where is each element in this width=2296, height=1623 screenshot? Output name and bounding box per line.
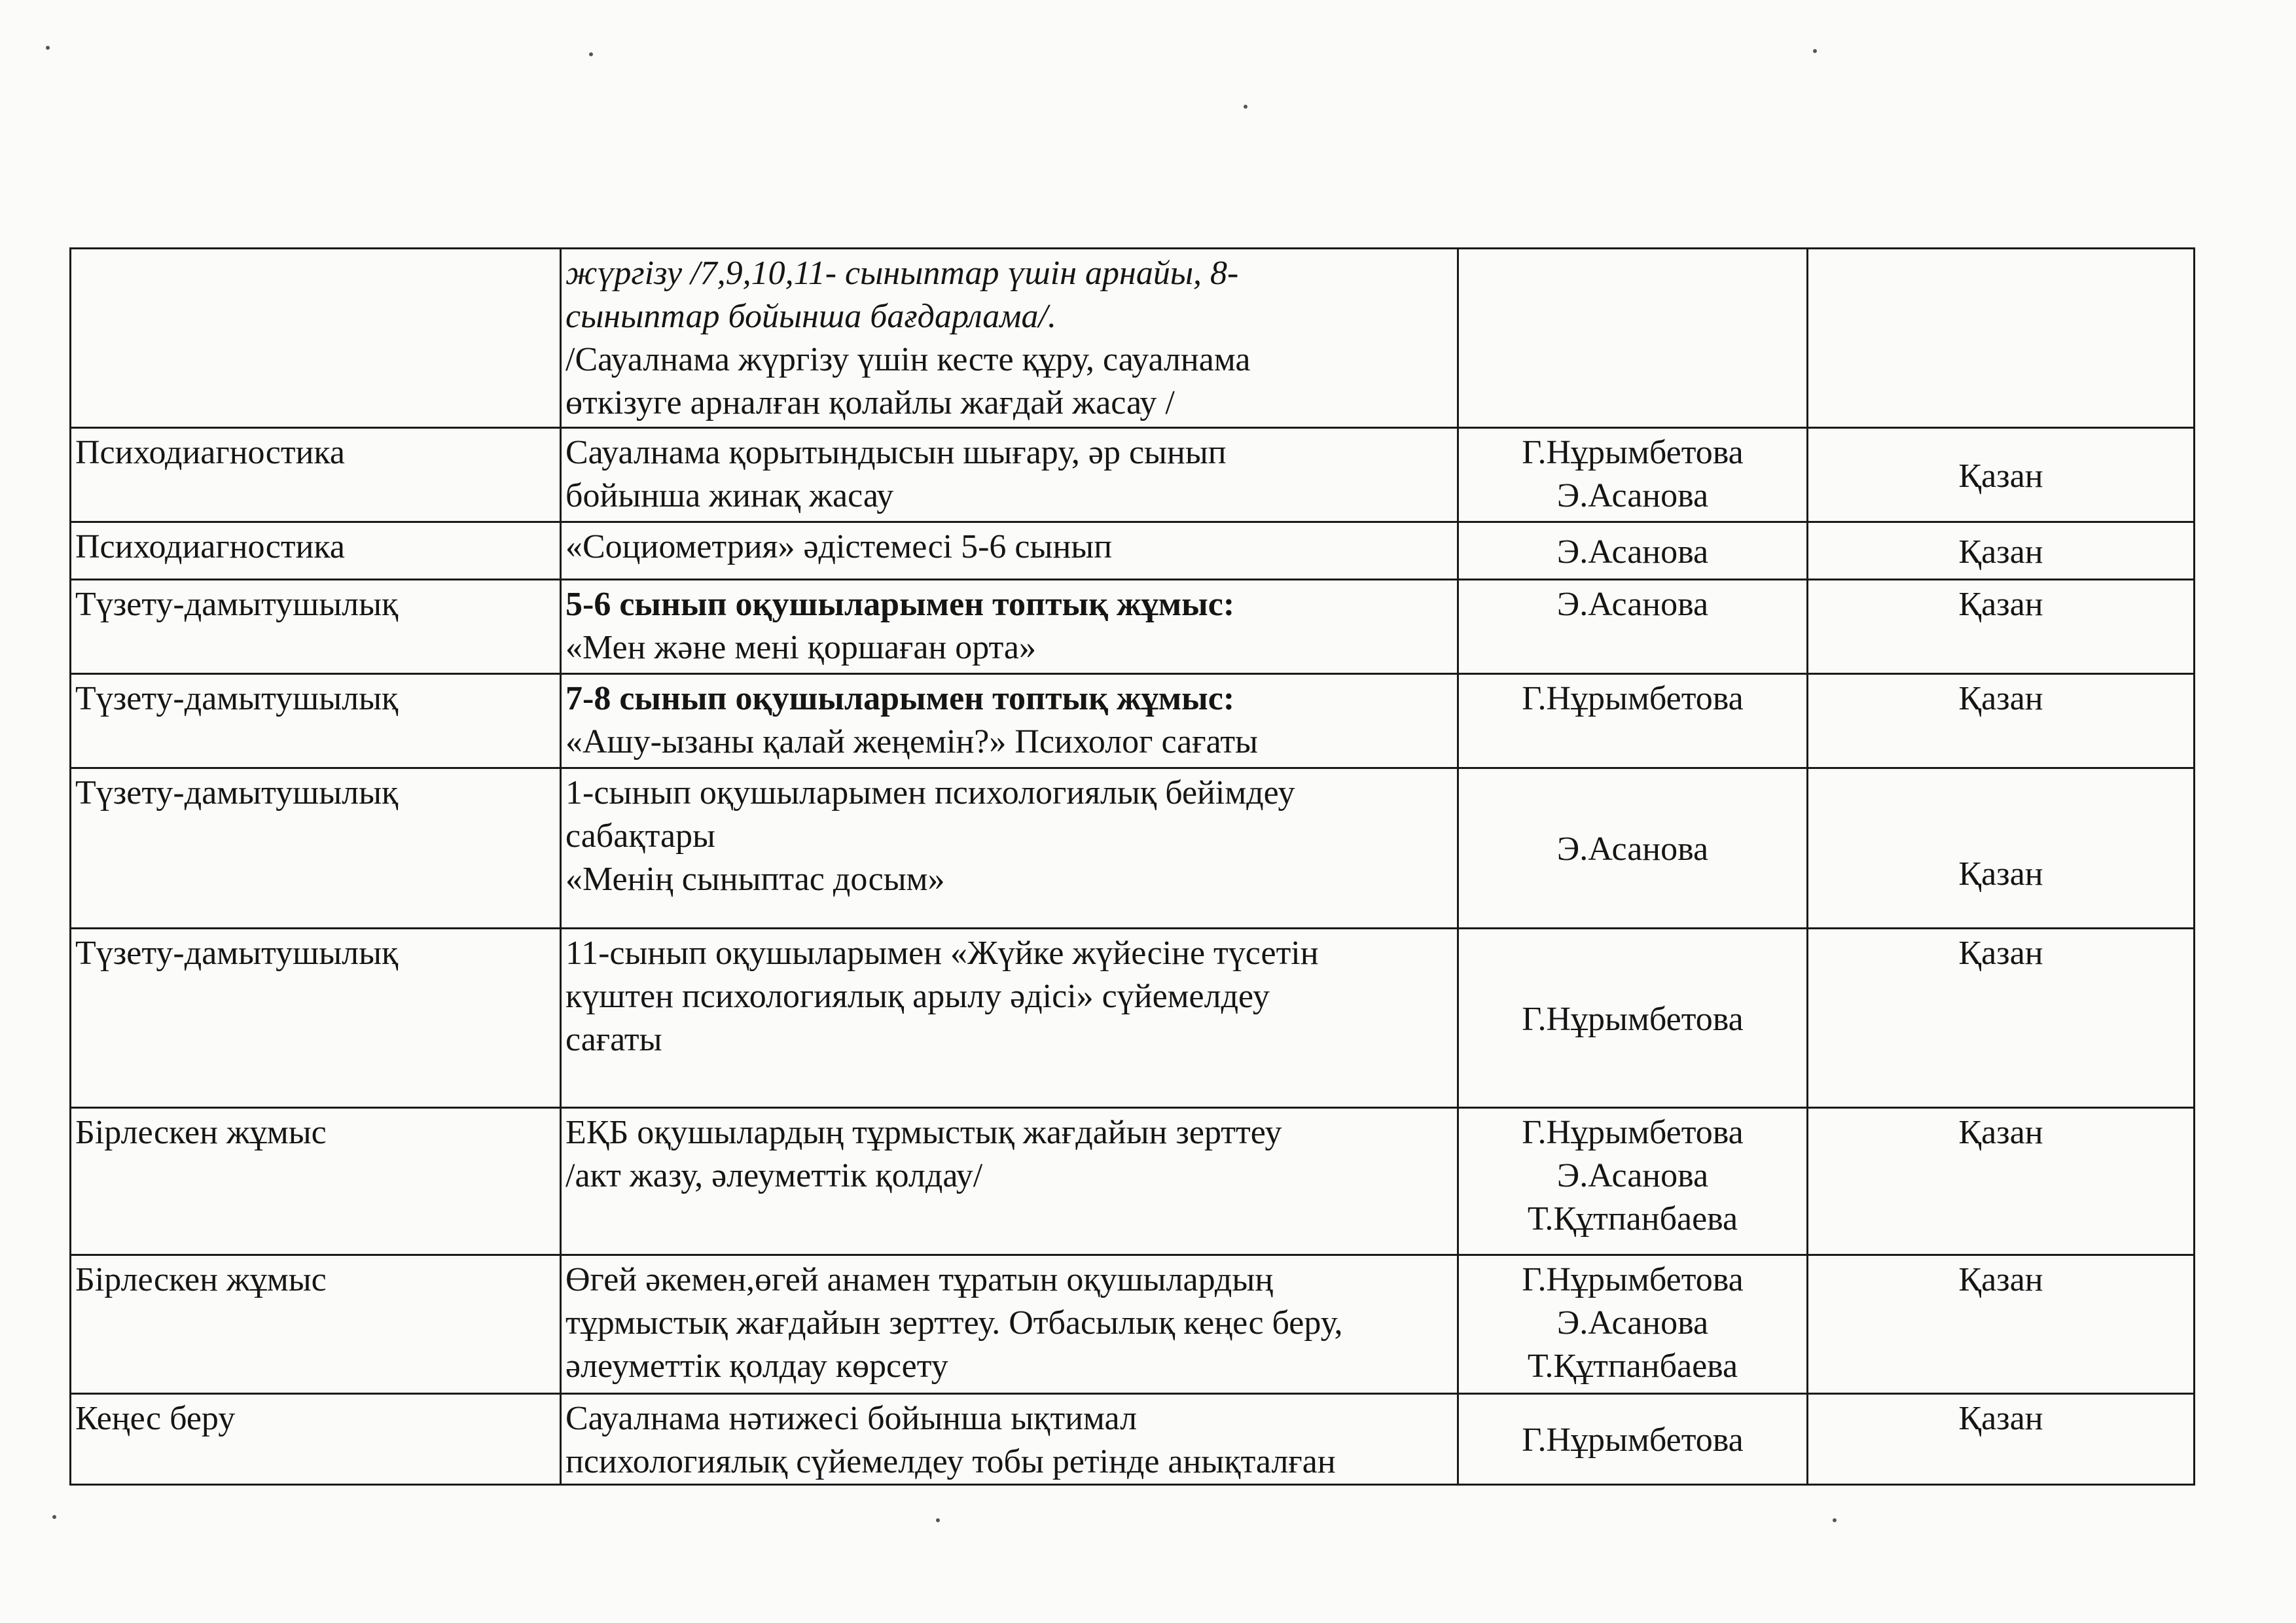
cell-term: Қазан [1808, 674, 2195, 768]
cell-term: Қазан [1808, 580, 2195, 674]
responsible-person: Э.Асанова [1556, 1304, 1709, 1342]
cell-responsible [1458, 1394, 1808, 1485]
cell-responsible [1458, 580, 1808, 674]
task-line: сыныптар бойынша бағдарлама/. [565, 298, 1056, 335]
cell-term: Қазан [1808, 522, 2195, 580]
task-line: 7-8 сынып оқушыларымен топтық жұмыс: [565, 680, 1235, 717]
responsible-person: Э.Асанова [1556, 830, 1709, 868]
cell-responsible [1458, 1255, 1808, 1394]
responsible-person: Г.Нұрымбетова [1522, 680, 1744, 717]
cell-task [561, 768, 1458, 929]
table-row [71, 428, 2195, 522]
cell-task [561, 929, 1458, 1108]
cell-task [561, 1255, 1458, 1394]
task-line: 1-сынып оқушыларымен психологиялық бейімдеу [565, 774, 1295, 812]
cell-responsible [1458, 768, 1808, 929]
task-line: әлеуметтік қолдау көрсету [565, 1347, 948, 1385]
cell-category: Психодиагностика [71, 522, 561, 580]
task-line: «Мен және мені қоршаған орта» [565, 629, 1037, 666]
table-row [71, 674, 2195, 768]
scan-speck [52, 1515, 56, 1519]
cell-category: Түзету-дамытушылық [71, 580, 561, 674]
cell-responsible [1458, 674, 1808, 768]
responsible-person: Т.Құтпанбаева [1527, 1200, 1738, 1238]
cell-responsible [1458, 522, 1808, 580]
plan-table-body [71, 249, 2195, 1485]
responsible-person: Э.Асанова [1556, 1157, 1709, 1194]
cell-responsible [1458, 249, 1808, 428]
cell-responsible [1458, 428, 1808, 522]
responsible-person: Т.Құтпанбаева [1527, 1347, 1738, 1385]
table-row [71, 249, 2195, 428]
task-line: тұрмыстық жағдайын зерттеу. Отбасылық кеңес беру, [565, 1304, 1343, 1342]
task-line: «Ашу-ызаны қалай жеңемін?» Психолог сағаты [565, 723, 1258, 760]
scan-speck [589, 52, 593, 56]
cell-term: Қазан [1808, 1394, 2195, 1485]
task-line: «Менің сыныптас досым» [565, 861, 945, 898]
cell-task [561, 428, 1458, 522]
responsible-person: Г.Нұрымбетова [1522, 1421, 1744, 1459]
plan-table [69, 247, 2195, 1486]
cell-task [561, 1394, 1458, 1485]
task-line: сағаты [565, 1021, 662, 1058]
responsible-person: Г.Нұрымбетова [1522, 1114, 1744, 1151]
cell-category: Психодиагностика [71, 428, 561, 522]
cell-task [561, 249, 1458, 428]
task-line: /Сауалнама жүргізу үшін кесте құру, сауалнама [565, 341, 1251, 378]
responsible-person: Г.Нұрымбетова [1522, 1261, 1744, 1298]
task-line: ЕҚБ оқушылардың тұрмыстық жағдайын зерттеу [565, 1114, 1282, 1151]
responsible-person: Г.Нұрымбетова [1522, 1000, 1744, 1038]
cell-task [561, 1108, 1458, 1255]
table-row [71, 1394, 2195, 1485]
responsible-person: Э.Асанова [1556, 586, 1709, 623]
cell-term: Қазан [1808, 428, 2195, 522]
task-line: /акт жазу, әлеуметтік қолдау/ [565, 1157, 983, 1194]
scan-speck [1244, 105, 1247, 109]
task-line: Өгей әкемен,өгей анамен тұратын оқушылардың [565, 1261, 1274, 1298]
cell-responsible [1458, 929, 1808, 1108]
table-row [71, 768, 2195, 929]
task-line: психологиялық сүйемелдеу тобы ретінде анықталған [565, 1443, 1336, 1480]
cell-term: Қазан [1808, 929, 2195, 1108]
cell-task [561, 522, 1458, 580]
table-row [71, 1255, 2195, 1394]
cell-category: Түзету-дамытушылық [71, 929, 561, 1108]
task-line: күштен психологиялық арылу әдісі» сүйемелдеу [565, 978, 1270, 1015]
responsible-person: Г.Нұрымбетова [1522, 434, 1744, 471]
scan-speck [1833, 1518, 1837, 1522]
cell-term: Қазан [1808, 1255, 2195, 1394]
cell-task [561, 674, 1458, 768]
task-line: жүргізу /7,9,10,11- сыныптар үшін арнайы, 8- [565, 255, 1239, 292]
cell-category: Кеңес беру [71, 1394, 561, 1485]
task-line: «Социометрия» әдістемесі 5-6 сынып [565, 528, 1113, 565]
table-row [71, 580, 2195, 674]
cell-term: Қазан [1808, 1108, 2195, 1255]
scan-speck [46, 46, 50, 50]
table-row [71, 929, 2195, 1108]
cell-category: Бірлескен жұмыс [71, 1255, 561, 1394]
cell-responsible [1458, 1108, 1808, 1255]
responsible-person: Э.Асанова [1556, 533, 1709, 571]
cell-category: Бірлескен жұмыс [71, 1108, 561, 1255]
cell-category: Түзету-дамытушылық [71, 674, 561, 768]
table-row [71, 522, 2195, 580]
cell-term: Қазан [1808, 768, 2195, 929]
table-row [71, 1108, 2195, 1255]
task-line: Сауалнама қорытындысын шығару, әр сынып [565, 434, 1227, 471]
task-line: бойынша жинақ жасау [565, 477, 894, 514]
responsible-person: Э.Асанова [1556, 477, 1709, 514]
task-line: Сауалнама нәтижесі бойынша ықтимал [565, 1400, 1138, 1437]
task-line: сабақтары [565, 817, 715, 855]
scan-speck [936, 1518, 940, 1522]
cell-category [71, 249, 561, 428]
cell-term [1808, 249, 2195, 428]
cell-task [561, 580, 1458, 674]
task-line: 5-6 сынып оқушыларымен топтық жұмыс: [565, 586, 1235, 623]
task-line: 11-сынып оқушыларымен «Жүйке жүйесіне түсетін [565, 935, 1319, 972]
scan-speck [1813, 49, 1817, 53]
task-line: өткізуге арналған қолайлы жағдай жасау / [565, 384, 1175, 421]
cell-category: Түзету-дамытушылық [71, 768, 561, 929]
